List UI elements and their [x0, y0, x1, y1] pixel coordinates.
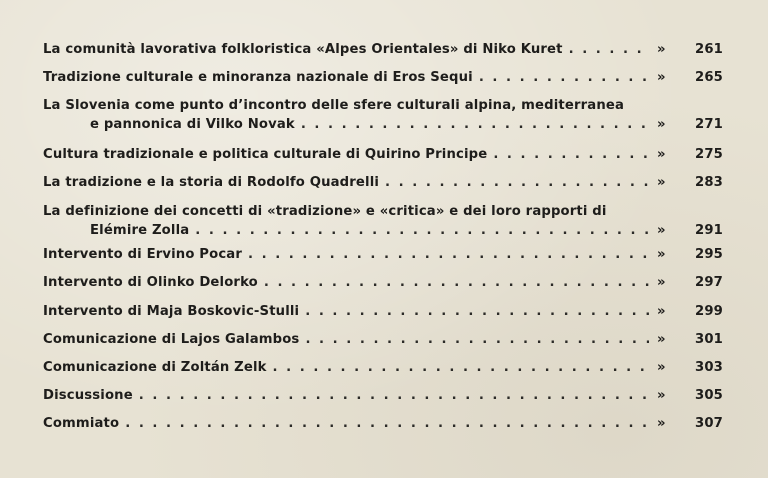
toc-entry-title: Cultura tradizionale e politica culturale di Quirino Principe — [43, 147, 488, 162]
toc-page-number: 261 — [695, 42, 723, 57]
toc-line — [43, 202, 723, 221]
toc-entry — [43, 330, 723, 349]
toc-entry-title: Intervento di Maja Boskovic-Stulli — [43, 304, 300, 319]
toc-line — [43, 221, 723, 240]
dot-leader — [264, 273, 649, 292]
toc-entry-title: Commiato — [43, 416, 120, 431]
toc-line — [43, 386, 723, 405]
ditto-mark: » — [657, 175, 666, 190]
toc-line — [43, 145, 723, 164]
ditto-mark: » — [657, 223, 666, 238]
dot-leader — [248, 245, 649, 264]
toc-line — [43, 358, 723, 377]
toc-page-number: 291 — [695, 223, 723, 238]
toc-page-number: 305 — [695, 388, 723, 403]
dot-leader — [195, 221, 649, 240]
toc-page-number: 275 — [695, 147, 723, 162]
toc-entry — [43, 40, 723, 59]
toc-page-number: 271 — [695, 117, 723, 132]
toc-entry-title: Comunicazione di Zoltán Zelk — [43, 360, 267, 375]
dot-leader — [125, 414, 649, 433]
dot-leader — [493, 145, 649, 164]
ditto-mark: » — [657, 117, 666, 132]
toc-page-number: 283 — [695, 175, 723, 190]
toc-line — [43, 96, 723, 115]
toc-entry — [43, 145, 723, 164]
toc-entry-title: Discussione — [43, 388, 133, 403]
toc-entry — [43, 273, 723, 292]
toc-entry-title: Intervento di Olinko Delorko — [43, 275, 258, 290]
toc-entry-title: La tradizione e la storia di Rodolfo Quadrelli — [43, 175, 380, 190]
ditto-mark: » — [657, 275, 666, 290]
toc-page-number: 303 — [695, 360, 723, 375]
toc-entry-title: Elémire Zolla — [90, 223, 190, 238]
toc-entry — [43, 414, 723, 433]
toc-entry — [43, 358, 723, 377]
dot-leader — [479, 68, 649, 87]
toc-line — [43, 173, 723, 192]
ditto-mark: » — [657, 304, 666, 319]
toc-entry-title: Intervento di Ervino Pocar — [43, 247, 242, 262]
toc-entry — [43, 96, 723, 134]
toc-page-number: 299 — [695, 304, 723, 319]
ditto-mark: » — [657, 360, 666, 375]
toc-entry — [43, 202, 723, 240]
toc-entry — [43, 386, 723, 405]
ditto-mark: » — [657, 147, 666, 162]
toc-line — [43, 302, 723, 321]
toc-page-number: 265 — [695, 70, 723, 85]
toc-line — [43, 414, 723, 433]
ditto-mark: » — [657, 416, 666, 431]
toc-line — [43, 40, 723, 59]
dot-leader — [273, 358, 649, 377]
toc-page-number: 295 — [695, 247, 723, 262]
toc-entry — [43, 302, 723, 321]
ditto-mark: » — [657, 70, 666, 85]
dot-leader — [305, 330, 649, 349]
dot-leader — [139, 386, 649, 405]
toc-entry-title-line1: La Slovenia come punto d’incontro delle sfere culturali alpina, mediterranea — [43, 98, 624, 113]
dot-leader — [569, 40, 649, 59]
dot-leader — [305, 302, 649, 321]
toc-entry — [43, 173, 723, 192]
toc-entry — [43, 245, 723, 264]
toc-page-number: 297 — [695, 275, 723, 290]
toc-page-number: 307 — [695, 416, 723, 431]
toc-line — [43, 330, 723, 349]
toc-entry-title-line1: La definizione dei concetti di «tradizione» e «critica» e dei loro rapporti di — [43, 204, 607, 219]
ditto-mark: » — [657, 247, 666, 262]
toc-entry — [43, 68, 723, 87]
toc-entry-title: Comunicazione di Lajos Galambos — [43, 332, 300, 347]
toc-entry-title: e pannonica di Vilko Novak — [90, 117, 295, 132]
ditto-mark: » — [657, 332, 666, 347]
toc-entry-title: La comunità lavorativa folkloristica «Alpes Orientales» di Niko Kuret — [43, 42, 563, 57]
toc-line — [43, 245, 723, 264]
toc-page-number: 301 — [695, 332, 723, 347]
dot-leader — [301, 115, 649, 134]
toc-line — [43, 273, 723, 292]
dot-leader — [385, 173, 649, 192]
toc-entry-title: Tradizione culturale e minoranza nazionale di Eros Sequi — [43, 70, 473, 85]
ditto-mark: » — [657, 42, 666, 57]
toc-line — [43, 115, 723, 134]
toc-line — [43, 68, 723, 87]
ditto-mark: » — [657, 388, 666, 403]
